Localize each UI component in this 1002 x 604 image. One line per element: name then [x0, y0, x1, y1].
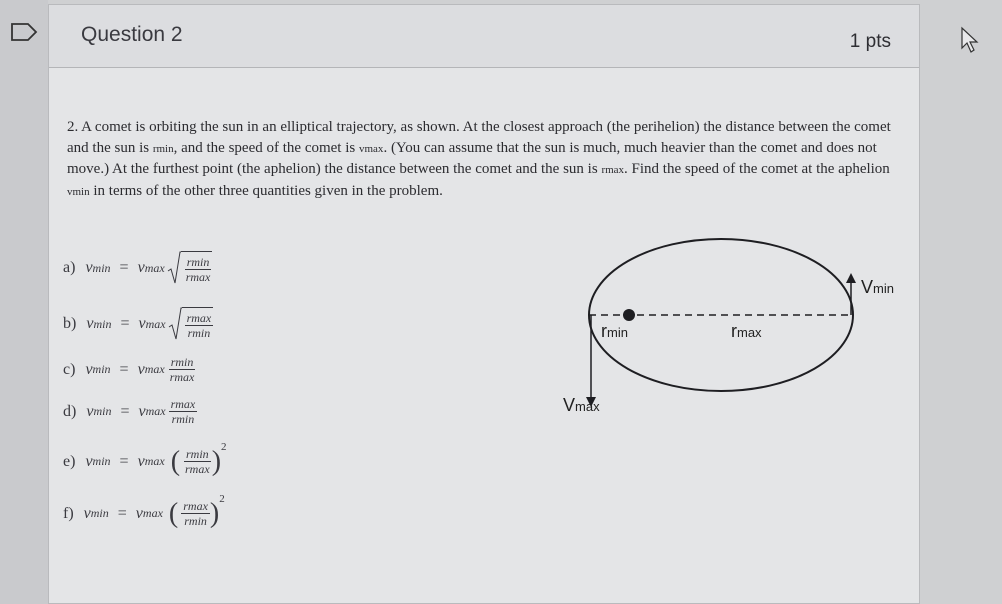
rhs-sub: max [144, 454, 165, 468]
question-title: Question 2 [81, 23, 183, 46]
question-card [48, 4, 920, 604]
fraction-numerator: rmin [170, 355, 194, 369]
lhs-var: v [83, 504, 91, 522]
answer-option-e[interactable] [63, 441, 227, 477]
lhs-var: v [85, 259, 93, 276]
vmax-label: Vmax [563, 395, 600, 415]
rhs-sub: max [145, 316, 166, 331]
fraction-denominator: rmin [184, 514, 207, 528]
fraction-numerator: rmin [186, 447, 209, 461]
rmax-label: rmax [731, 321, 762, 341]
lhs-var: v [85, 360, 93, 378]
equals-sign: = [120, 315, 130, 332]
vmin-arrowhead [846, 273, 856, 283]
option-label: b) [63, 315, 77, 332]
right-paren: ) [209, 497, 220, 529]
prompt-rmax: rmax [601, 164, 625, 176]
radical-icon [168, 307, 182, 341]
rhs-var: v [138, 402, 146, 420]
prompt-vmax: vmax [358, 142, 384, 155]
rhs-var: v [135, 504, 143, 522]
fraction-numerator: rmax [183, 499, 208, 513]
fraction [168, 355, 197, 384]
equals-sign: = [119, 360, 129, 378]
mouse-cursor-icon [960, 26, 982, 59]
prompt-text-1: 2. A comet is orbiting the sun in an elliptical trajectory, as shown. At the closest approach (the perihelion) the distance between the comet and the sun is [67, 119, 891, 156]
option-label: c) [63, 360, 76, 378]
option-label: a) [63, 259, 76, 276]
left-rail [0, 0, 48, 604]
sqrt-expression [168, 307, 214, 341]
exponent: 2 [219, 493, 225, 505]
prompt-text-5: in terms of the other three quantities given in the problem. [89, 182, 443, 199]
fraction-denominator: rmax [185, 462, 210, 476]
equals-sign: = [120, 402, 130, 420]
prompt-rmin: rmin [152, 142, 174, 155]
rhs-var: v [137, 452, 145, 470]
fraction-numerator: rmax [186, 311, 212, 325]
prompt-text-2: , and the speed of the comet is [173, 139, 359, 156]
exponent: 2 [221, 441, 227, 453]
lhs-sub: min [93, 404, 112, 418]
answer-option-b[interactable] [63, 307, 213, 341]
flag-question-icon[interactable] [10, 22, 38, 47]
equals-sign: = [117, 504, 127, 522]
rhs-sub: max [142, 506, 163, 520]
rmin-label: rmin [601, 321, 628, 341]
question-points: 1 pts [849, 31, 891, 52]
fraction [183, 447, 212, 476]
fraction-numerator: rmax [170, 397, 196, 411]
equals-sign: = [119, 259, 129, 276]
lhs-sub: min [90, 506, 109, 520]
prompt-text-3: . (You can assume that the sun is much, much heavier than the comet and does not move.) At the furthest point (the aphelion) the distance between the comet and the sun is [67, 139, 877, 177]
option-label: e) [63, 452, 76, 470]
lhs-var: v [85, 452, 93, 470]
fraction-denominator: rmin [187, 326, 211, 340]
rhs-sub: max [144, 260, 165, 275]
right-paren: ) [211, 445, 222, 477]
fraction [169, 397, 198, 426]
lhs-var: v [86, 402, 94, 420]
lhs-sub: min [92, 260, 111, 275]
lhs-sub: min [93, 316, 112, 331]
left-paren: ( [170, 445, 181, 477]
rhs-sub: max [145, 404, 166, 418]
rhs-var: v [137, 360, 145, 378]
answer-option-c[interactable] [63, 355, 196, 384]
radical-icon [167, 251, 181, 285]
question-prompt [67, 117, 912, 202]
sun-dot [623, 309, 635, 321]
prompt-vmin: vmin [67, 185, 90, 198]
fraction [181, 499, 210, 528]
lhs-sub: min [92, 362, 111, 376]
prompt-text-4: . Find the speed of the comet at the aphelion [624, 161, 890, 177]
vmin-label: Vmin [861, 277, 894, 297]
rhs-var: v [138, 315, 146, 332]
fraction-denominator: rmax [169, 370, 195, 384]
left-paren: ( [168, 497, 179, 529]
fraction-numerator: rmin [186, 255, 210, 269]
fraction-denominator: rmax [185, 270, 211, 284]
answer-option-d[interactable] [63, 397, 197, 426]
option-label: f) [63, 504, 74, 522]
answer-option-f[interactable] [63, 493, 225, 529]
fraction-denominator: rmin [171, 412, 195, 426]
lhs-var: v [86, 315, 94, 332]
rhs-var: v [137, 259, 145, 276]
lhs-sub: min [92, 454, 111, 468]
equals-sign: = [119, 452, 129, 470]
answer-option-a[interactable] [63, 251, 212, 285]
option-label: d) [63, 402, 77, 420]
question-header [49, 5, 919, 68]
sqrt-expression [167, 251, 213, 285]
rhs-sub: max [144, 362, 165, 376]
orbit-diagram [563, 237, 894, 422]
